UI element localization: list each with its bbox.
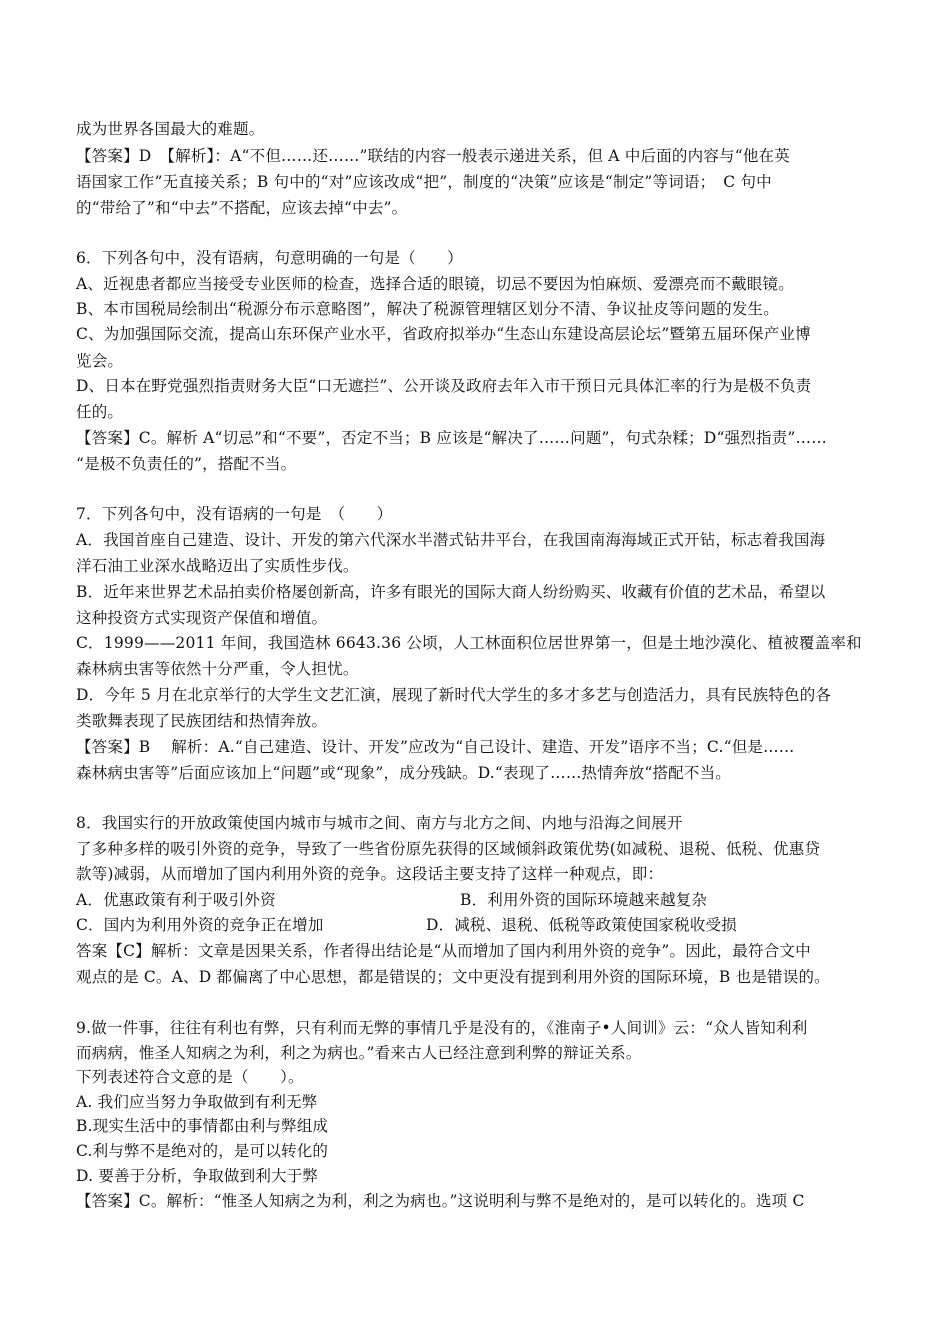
question-9-option-b: B.现实生活中的事情都由利与弊组成 — [76, 1117, 329, 1135]
question-8-option-d: D．减税、退税、低税等政策使国家税收受损 — [426, 916, 737, 934]
question-8-option-c: C．国内为利用外资的竞争正在增加 — [76, 916, 324, 934]
answer-line: 【答案】D 【解析】：A“不但……还……”联结的内容一般表示递进关系，但 A 中后面的内容与“他在英 — [76, 147, 790, 165]
text-line: “是极不负责任的”，搭配不当。 — [76, 455, 297, 473]
question-9-title: 9.做一件事，往往有利也有弊，只有利而无弊的事情几乎是没有的，《淮南子•人间训》云：“众人皆知利利 — [76, 1019, 808, 1037]
text-line: 的“带给了”和“中去”不搭配，应该去掉“中去”。 — [76, 199, 408, 217]
question-7-option-d: D．今年 5 月在北京举行的大学生文艺汇演，展现了新时代大学生的多才多艺与创造活力，具有民族特色的各 — [76, 686, 832, 704]
text-line: 观点的是 C。A、D 都偏离了中心思想，都是错误的；文中更没有提到利用外资的国际环境，B 也是错误的。 — [76, 968, 830, 986]
question-8-answer: 答案【C】解析：文章是因果关系，作者得出结论是“从而增加了国内利用外资的竞争”。因此，最符合文中 — [76, 942, 811, 960]
question-8-options-cd — [76, 914, 737, 938]
question-6-option-d: D、日本在野党强烈指责财务大臣“口无遮拦”、公开谈及政府去年入市干预日元具体汇率的行为是极不负责 — [76, 377, 812, 395]
text-line: 森林病虫害等依然十分严重，令人担忧。 — [76, 660, 359, 678]
text-line: 森林病虫害等”后面应该加上“问题”或“现象”，成分残缺。D.“表现了……热情奔放“搭配不当。 — [76, 764, 731, 782]
question-6-option-b: B、本市国税局绘制出“税源分布示意略图”，解决了税源管理辖区划分不清、争议扯皮等问题的发生。 — [76, 300, 779, 318]
question-6-title: 6．下列各句中，没有语病，句意明确的一句是（ ） — [76, 249, 463, 267]
question-7-title: 7．下列各句中，没有语病的一句是 （ ） — [76, 505, 393, 523]
text-line: 款等)减弱，从而增加了国内利用外资的竞争。这段话主要支持了这样一种观点，即： — [76, 865, 664, 883]
text-line: 这种投资方式实现资产保值和增值。 — [76, 609, 328, 627]
question-9-option-a: A. 我们应当努力争取做到有利无弊 — [76, 1093, 318, 1111]
text-line: 览会。 — [76, 352, 124, 370]
question-8-options-ab — [76, 889, 708, 913]
text-line: 了多种多样的吸引外资的竞争，导致了一些省份原先获得的区域倾斜政策优势(如减税、退税、低税、优惠贷 — [76, 840, 821, 858]
text-line: 类歌舞表现了民族团结和热情奔放。 — [76, 712, 328, 730]
text-line: 下列表述符合文意的是（ ）。 — [76, 1068, 304, 1086]
question-8-title: 8．我国实行的开放政策使国内城市与城市之间、南方与北方之间、内地与沿海之间展开 — [76, 814, 683, 832]
question-6-answer: 【答案】C。解析 A“切忌”和“不要”，否定不当；B 应该是“解决了……问题”，句式杂糅；D“强烈指责”…… — [76, 429, 827, 447]
text-line: 成为世界各国最大的难题。 — [76, 120, 265, 138]
text-line: 而病病，惟圣人知病之为利，利之为病也。”看来古人已经注意到利弊的辩证关系。 — [76, 1044, 642, 1062]
question-6-option-a: A、近视患者都应当接受专业医师的检查，选择合适的眼镜，切忌不要因为怕麻烦、爱漂亮而不戴眼镜。 — [76, 275, 794, 293]
question-8-option-b: B．利用外资的国际环境越来越复杂 — [460, 891, 708, 909]
question-7-option-b: B．近年来世界艺术品拍卖价格屡创新高，许多有眼光的国际大商人纷纷购买、收藏有价值的艺术品，希望以 — [76, 583, 826, 601]
question-8-option-a: A．优惠政策有利于吸引外资 — [76, 891, 276, 909]
question-9-option-d: D. 要善于分析，争取做到利大于弊 — [76, 1167, 319, 1185]
question-9-answer: 【答案】C。解析：“惟圣人知病之为利，利之为病也。”这说明利与弊不是绝对的，是可以转化的。选项 C — [76, 1192, 805, 1210]
question-9-option-c: C.利与弊不是绝对的，是可以转化的 — [76, 1142, 329, 1160]
question-7-option-c: C．1999——2011 年间，我国造林 6643.36 公顷，人工林面积位居世界第一，但是土地沙漠化、植被覆盖率和 — [76, 634, 862, 652]
text-line: 语国家工作”无直接关系；B 句中的“对”应该改成“把”，制度的“决策”应该是“制定”等词语； C 句中 — [76, 173, 772, 191]
question-6-option-c: C、为加强国际交流，提高山东环保产业水平，省政府拟举办“生态山东建设高层论坛”暨第五届环保产业博 — [76, 325, 811, 343]
text-line: 洋石油工业深水战略迈出了实质性步伐。 — [76, 557, 359, 575]
question-7-option-a: A．我国首座自己建造、设计、开发的第六代深水半潜式钻井平台，在我国南海海域正式开钻，标志着我国海 — [76, 531, 826, 549]
text-line: 任的。 — [76, 403, 124, 421]
question-7-answer: 【答案】B 解析：A.“自己建造、设计、开发”应改为“自己设计、建造、开发”语序不当；C.“但是…… — [76, 738, 795, 756]
